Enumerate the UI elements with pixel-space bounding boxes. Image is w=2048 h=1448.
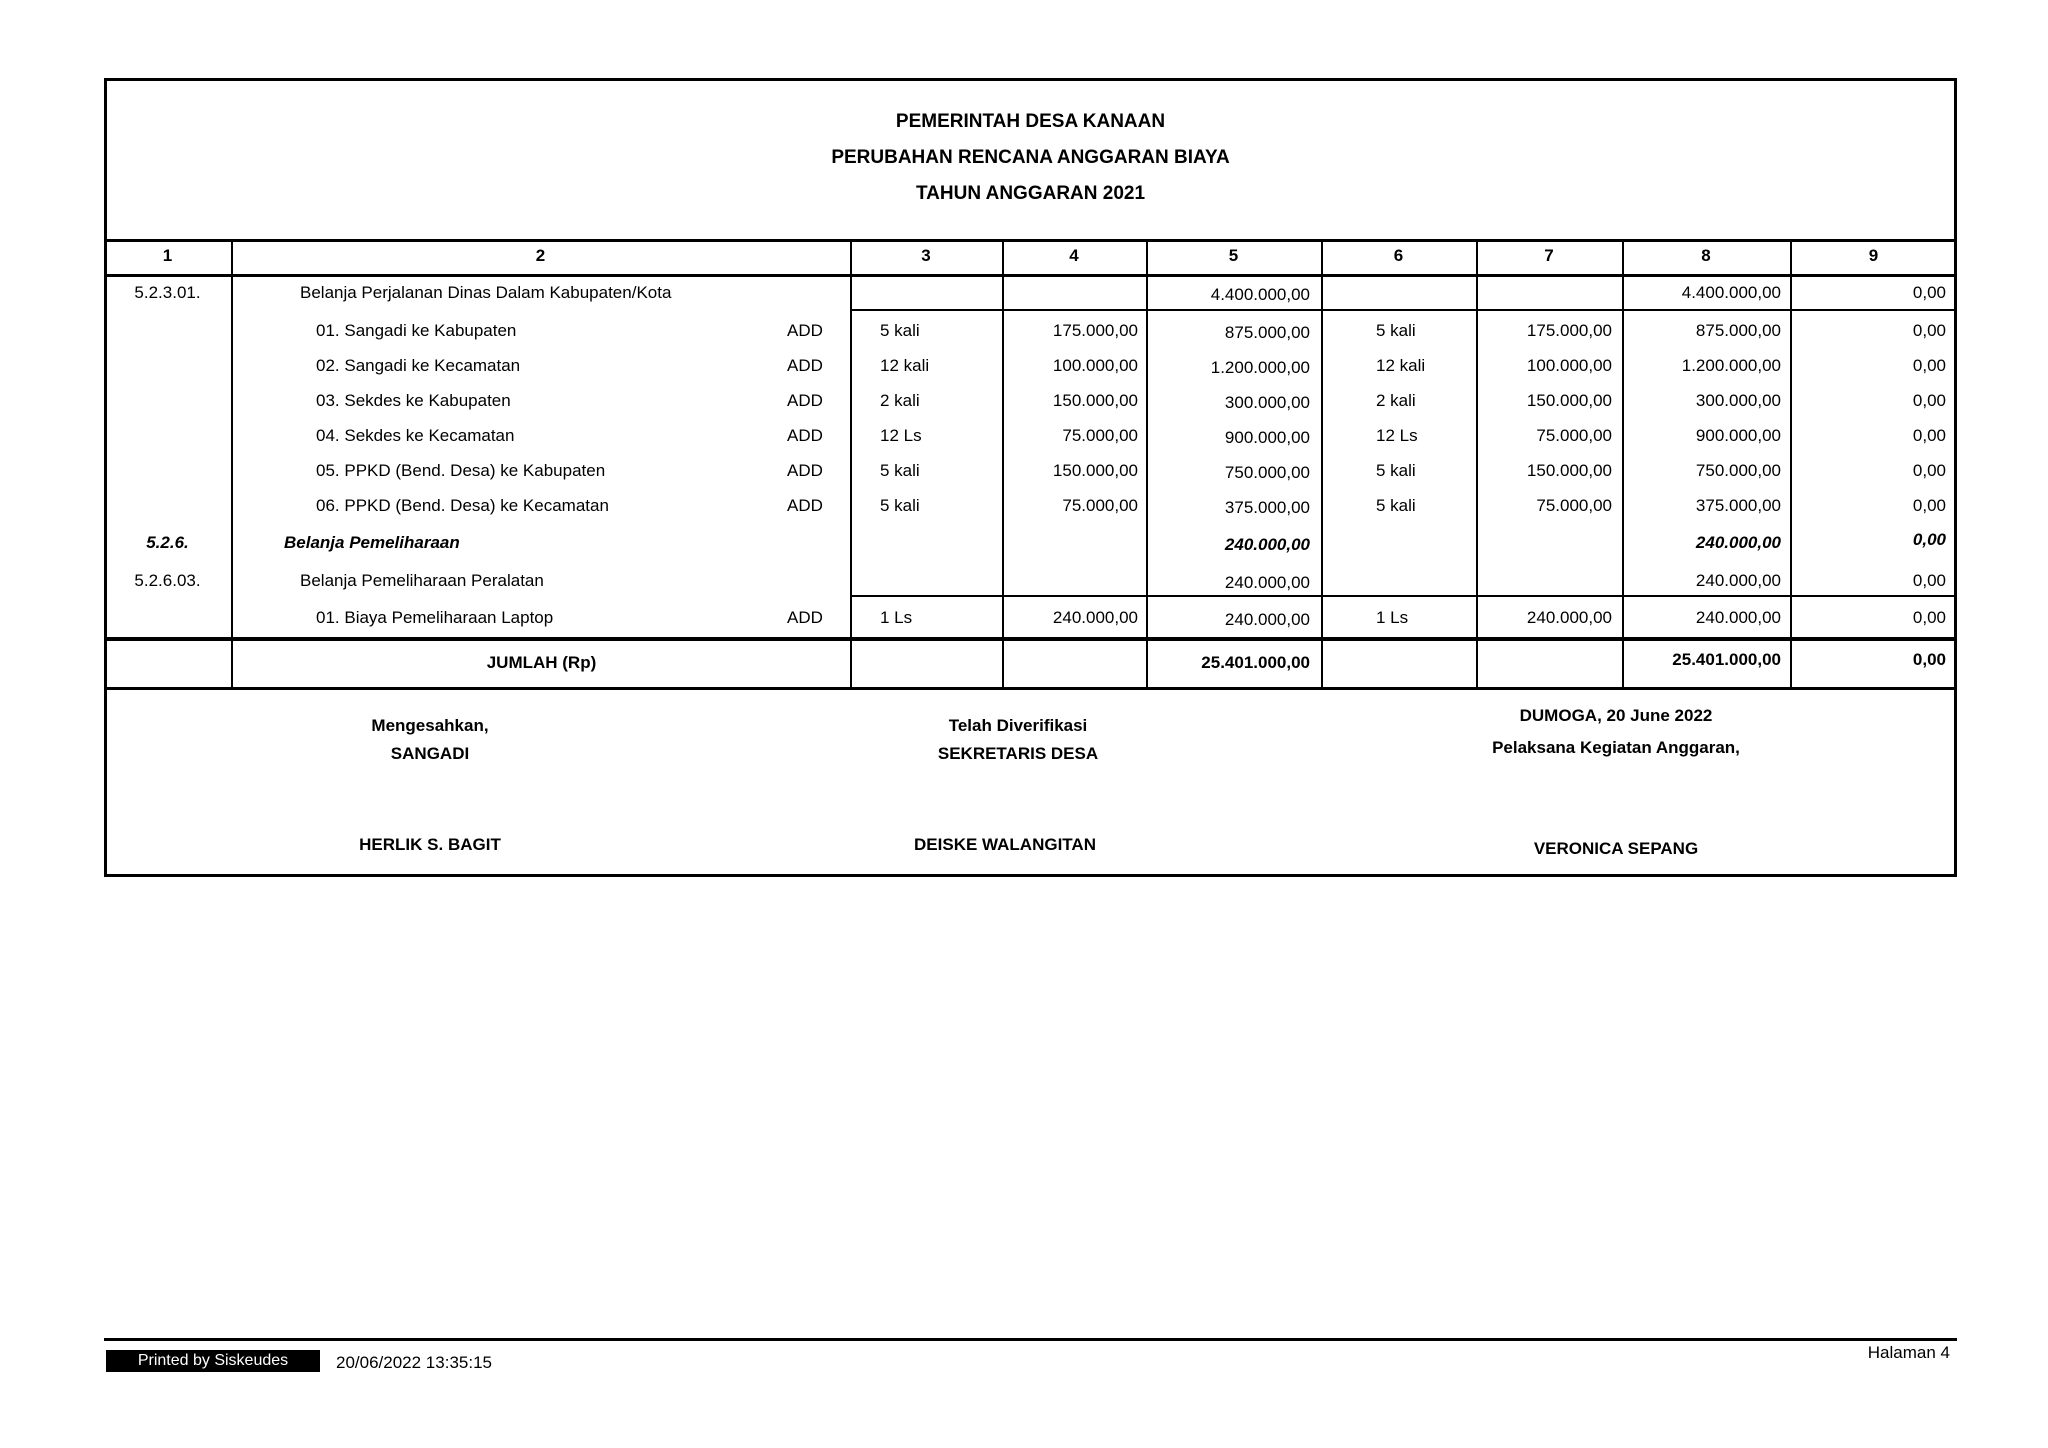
- total-difference: 0,00: [1912, 650, 1946, 669]
- row-price-after: 150.000,00: [1526, 461, 1612, 480]
- row-volume-before: 1 Ls: [880, 608, 913, 627]
- row-volume-before: 5 kali: [880, 496, 920, 515]
- row-description: 03. Sekdes ke Kabupaten: [316, 391, 511, 410]
- sign-left-title2: SANGADI: [390, 744, 470, 763]
- row-price-after: 75.000,00: [1536, 426, 1612, 445]
- row-difference: 0,00: [1912, 426, 1946, 445]
- row-code: 5.2.6.03.: [134, 571, 201, 590]
- row-total-after: 750.000,00: [1695, 461, 1781, 480]
- row-difference: 0,00: [1912, 321, 1946, 340]
- row-total-before: 240.000,00: [1224, 610, 1310, 629]
- row-total-after: 1.200.000,00: [1681, 356, 1781, 375]
- row-price-before: 75.000,00: [1062, 496, 1138, 515]
- row-volume-before: 12 kali: [880, 356, 930, 375]
- row-type: ADD: [787, 321, 823, 340]
- row-total-before: 240.000,00: [1224, 535, 1310, 554]
- row-total-before: 375.000,00: [1224, 498, 1310, 517]
- row-description: 02. Sangadi ke Kecamatan: [316, 356, 521, 375]
- column-header-6: 6: [1393, 246, 1404, 265]
- row-difference: 0,00: [1912, 391, 1946, 410]
- row-total-after: 240.000,00: [1695, 571, 1781, 590]
- row-price-before: 75.000,00: [1062, 426, 1138, 445]
- row-volume-after: 5 kali: [1376, 496, 1416, 515]
- row-price-before: 240.000,00: [1052, 608, 1138, 627]
- row-description: 06. PPKD (Bend. Desa) ke Kecamatan: [316, 496, 609, 515]
- total-after: 25.401.000,00: [1672, 650, 1781, 669]
- row-code: 5.2.6.: [146, 533, 189, 552]
- row-volume-before: 5 kali: [880, 321, 920, 340]
- column-header-2: 2: [535, 246, 546, 265]
- row-price-before: 100.000,00: [1052, 356, 1138, 375]
- row-price-after: 240.000,00: [1526, 608, 1612, 627]
- row-volume-after: 12 kali: [1376, 356, 1426, 375]
- row-total-before: 4.400.000,00: [1210, 285, 1310, 304]
- row-price-before: 150.000,00: [1052, 391, 1138, 410]
- sign-left-name: HERLIK S. BAGIT: [359, 835, 501, 854]
- row-description: 01. Sangadi ke Kabupaten: [316, 321, 517, 340]
- row-total-after: 875.000,00: [1695, 321, 1781, 340]
- table-header-bottom-border: [104, 274, 1957, 277]
- header-title: PEMERINTAH DESA KANAAN: [895, 111, 1166, 132]
- row-price-after: 75.000,00: [1536, 496, 1612, 515]
- row-description: Belanja Perjalanan Dinas Dalam Kabupaten/Kota: [300, 283, 672, 302]
- row-description: 01. Biaya Pemeliharaan Laptop: [316, 608, 554, 627]
- row-volume-after: 2 kali: [1376, 391, 1416, 410]
- row-volume-before: 5 kali: [880, 461, 920, 480]
- row-difference: 0,00: [1912, 461, 1946, 480]
- row-difference: 0,00: [1912, 496, 1946, 515]
- row-type: ADD: [787, 356, 823, 375]
- printed-by-badge: Printed by Siskeudes: [106, 1350, 320, 1372]
- row-total-after: 900.000,00: [1695, 426, 1781, 445]
- row-difference: 0,00: [1912, 283, 1946, 302]
- table-bottom-border: [104, 687, 1957, 690]
- column-header-5: 5: [1228, 246, 1239, 265]
- row-volume-after: 5 kali: [1376, 461, 1416, 480]
- column-header-4: 4: [1069, 246, 1079, 265]
- footer-divider: [104, 1338, 1957, 1341]
- col-divider-5: [1321, 240, 1323, 690]
- row-type: ADD: [787, 426, 823, 445]
- col-divider-1: [231, 240, 233, 690]
- header-subtitle: PERUBAHAN RENCANA ANGGARAN BIAYA: [831, 147, 1230, 168]
- row-total-before: 300.000,00: [1224, 393, 1310, 412]
- sign-mid-title2: SEKRETARIS DESA: [937, 744, 1099, 763]
- sign-mid-name: DEISKE WALANGITAN: [914, 835, 1096, 854]
- col-divider-2: [850, 240, 852, 690]
- row-price-before: 150.000,00: [1052, 461, 1138, 480]
- row-description: 04. Sekdes ke Kecamatan: [316, 426, 515, 445]
- row-description: 05. PPKD (Bend. Desa) ke Kabupaten: [316, 461, 606, 480]
- total-before: 25.401.000,00: [1201, 653, 1310, 672]
- row-total-after: 240.000,00: [1695, 608, 1781, 627]
- row-price-after: 150.000,00: [1526, 391, 1612, 410]
- row-difference: 0,00: [1912, 571, 1946, 590]
- row-total-after: 4.400.000,00: [1681, 283, 1781, 302]
- row-type: ADD: [787, 496, 823, 515]
- row-difference: 0,00: [1912, 530, 1946, 549]
- row-difference: 0,00: [1912, 356, 1946, 375]
- row-total-before: 875.000,00: [1224, 323, 1310, 342]
- row-volume-before: 12 Ls: [880, 426, 922, 445]
- row-type: ADD: [787, 391, 823, 410]
- page-number: Halaman 4: [1867, 1343, 1950, 1362]
- sign-right-date: DUMOGA, 20 June 2022: [1519, 706, 1713, 725]
- row-total-after: 240.000,00: [1695, 533, 1781, 552]
- row-description: Belanja Pemeliharaan: [284, 533, 460, 552]
- row-type: ADD: [787, 608, 823, 627]
- row-total-after: 300.000,00: [1695, 391, 1781, 410]
- table-body-bottom-border: [104, 637, 1957, 641]
- total-label: JUMLAH (Rp): [486, 653, 597, 672]
- row-volume-after: 5 kali: [1376, 321, 1416, 340]
- sign-left-title1: Mengesahkan,: [371, 716, 489, 735]
- row-price-before: 175.000,00: [1052, 321, 1138, 340]
- column-header-7: 7: [1544, 246, 1554, 265]
- sign-right-title: Pelaksana Kegiatan Anggaran,: [1492, 738, 1740, 757]
- row-total-before: 750.000,00: [1224, 463, 1310, 482]
- row-volume-before: 2 kali: [880, 391, 920, 410]
- table-top-border: [104, 239, 1957, 242]
- header-year: TAHUN ANGGARAN 2021: [915, 183, 1146, 204]
- row-total-before: 1.200.000,00: [1210, 358, 1310, 377]
- row-total-after: 375.000,00: [1695, 496, 1781, 515]
- row-description: Belanja Pemeliharaan Peralatan: [300, 571, 544, 590]
- column-header-8: 8: [1701, 246, 1711, 265]
- column-header-3: 3: [921, 246, 931, 265]
- column-header-9: 9: [1868, 246, 1879, 265]
- row-type: ADD: [787, 461, 823, 480]
- column-header-1: 1: [162, 246, 173, 265]
- row-price-after: 100.000,00: [1526, 356, 1612, 375]
- row-code: 5.2.3.01.: [134, 283, 201, 302]
- row-volume-after: 1 Ls: [1376, 608, 1409, 627]
- row-price-after: 175.000,00: [1526, 321, 1612, 340]
- row-difference: 0,00: [1912, 608, 1946, 627]
- row-total-before: 900.000,00: [1224, 428, 1310, 447]
- row-total-before: 240.000,00: [1224, 573, 1310, 592]
- row-volume-after: 12 Ls: [1376, 426, 1418, 445]
- sign-mid-title1: Telah Diverifikasi: [948, 716, 1088, 735]
- print-timestamp: 20/06/2022 13:35:15: [336, 1353, 492, 1372]
- sign-right-name: VERONICA SEPANG: [1533, 839, 1699, 858]
